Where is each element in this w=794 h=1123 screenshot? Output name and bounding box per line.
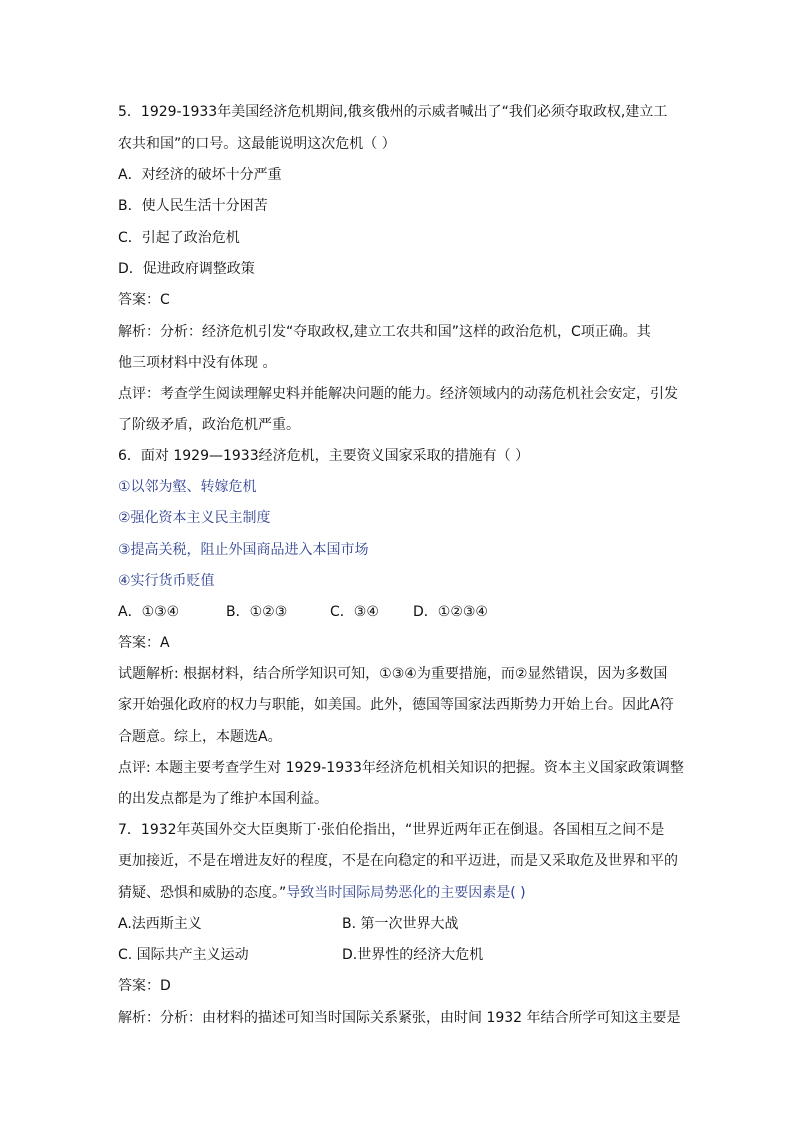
q6-analysis-line2: 家开始强化政府的权力与职能，如美国。此外，德国等国家法西斯势力开始上台。因此A符 <box>118 697 674 713</box>
q6-option-a: A．①③④ <box>118 604 180 620</box>
q7-option-b: B. 第一次世界大战 <box>342 916 459 932</box>
q7-stem-question: 导致当时国际局势恶化的主要因素是( ) <box>286 885 526 901</box>
q6-analysis-line1: 试题解析: 根据材料，结合所学知识可知，①③④为重要措施，而②显然错误，因为多数国 <box>118 666 668 682</box>
q7-analysis-line1: 解析：分析：由材料的描述可知当时国际关系紧张，由时间 1932 年结合所学可知这主要是 <box>118 1010 681 1026</box>
q5-stem-line2: 农共和国”的口号。这最能说明这次危机（ ） <box>118 136 396 152</box>
q6-comment-line1: 点评: 本题主要考查学生对 1929-1933年经济危机相关知识的把握。资本主义国家政策调整 <box>118 760 684 776</box>
q6-options-row <box>118 603 678 621</box>
q6-comment-line2: 的出发点都是为了维护本国利益。 <box>118 791 328 807</box>
q7-options-row-2 <box>118 946 678 964</box>
q7-stem-line1: 7．1932年英国外交大臣奥斯丁·张伯伦指出，“世界近两年正在倒退。各国相互之间不是 <box>118 822 665 838</box>
q5-comment-line1: 点评：考查学生阅读理解史料并能解决问题的能力。经济领域内的动荡危机社会安定，引发 <box>118 386 678 402</box>
q7-option-a: A.法西斯主义 <box>118 916 202 932</box>
q7-options-row-1 <box>118 915 678 933</box>
q5-option-b: B．使人民生活十分困苦 <box>118 198 268 214</box>
q5-analysis-line2: 他三项材料中没有体现 。 <box>118 355 277 371</box>
q6-option-c: C．③④ <box>330 604 379 620</box>
q7-stem-line2: 更加接近，不是在增进友好的程度，不是在向稳定的和平迈进，而是又采取危及世界和平的 <box>118 853 678 869</box>
q6-item-4: ④实行货币贬值 <box>118 573 215 589</box>
q6-item-1: ①以邻为壑、转嫁危机 <box>118 479 257 495</box>
q6-stem: 6．面对 1929—1933经济危机，主要资义国家采取的措施有（ ） <box>118 448 530 464</box>
q5-analysis-line1: 解析：分析：经济危机引发“夺取政权,建立工农共和国”这样的政治危机，C项正确。其 <box>118 324 651 340</box>
q7-stem-line3 <box>118 884 678 902</box>
q5-answer: 答案：C <box>118 292 170 308</box>
q7-option-d: D.世界性的经济大危机 <box>342 947 484 963</box>
q5-option-a: A．对经济的破坏十分严重 <box>118 167 282 183</box>
q7-option-c: C. 国际共产主义运动 <box>118 947 249 963</box>
q7-answer: 答案：D <box>118 978 171 994</box>
q7-stem-quote-end: 猜疑、恐惧和威胁的态度。” <box>118 885 287 901</box>
q5-option-d: D．促进政府调整政策 <box>118 261 255 277</box>
q6-option-d: D．①②③④ <box>413 604 488 620</box>
q6-item-2: ②强化资本主义民主制度 <box>118 510 271 526</box>
q6-analysis-line3: 合题意。综上，本题选A。 <box>118 729 282 745</box>
q6-item-3: ③提高关税，阻止外国商品进入本国市场 <box>118 542 369 558</box>
q6-option-b: B．①②③ <box>226 604 288 620</box>
q5-comment-line2: 了阶级矛盾，政治危机严重。 <box>118 417 300 433</box>
q5-stem-line1: 5．1929-1933年美国经济危机期间,俄亥俄州的示威者喊出了“我们必须夺取政权,建立工 <box>118 104 668 120</box>
q5-option-c: C．引起了政治危机 <box>118 230 240 246</box>
q6-answer: 答案：A <box>118 635 170 651</box>
